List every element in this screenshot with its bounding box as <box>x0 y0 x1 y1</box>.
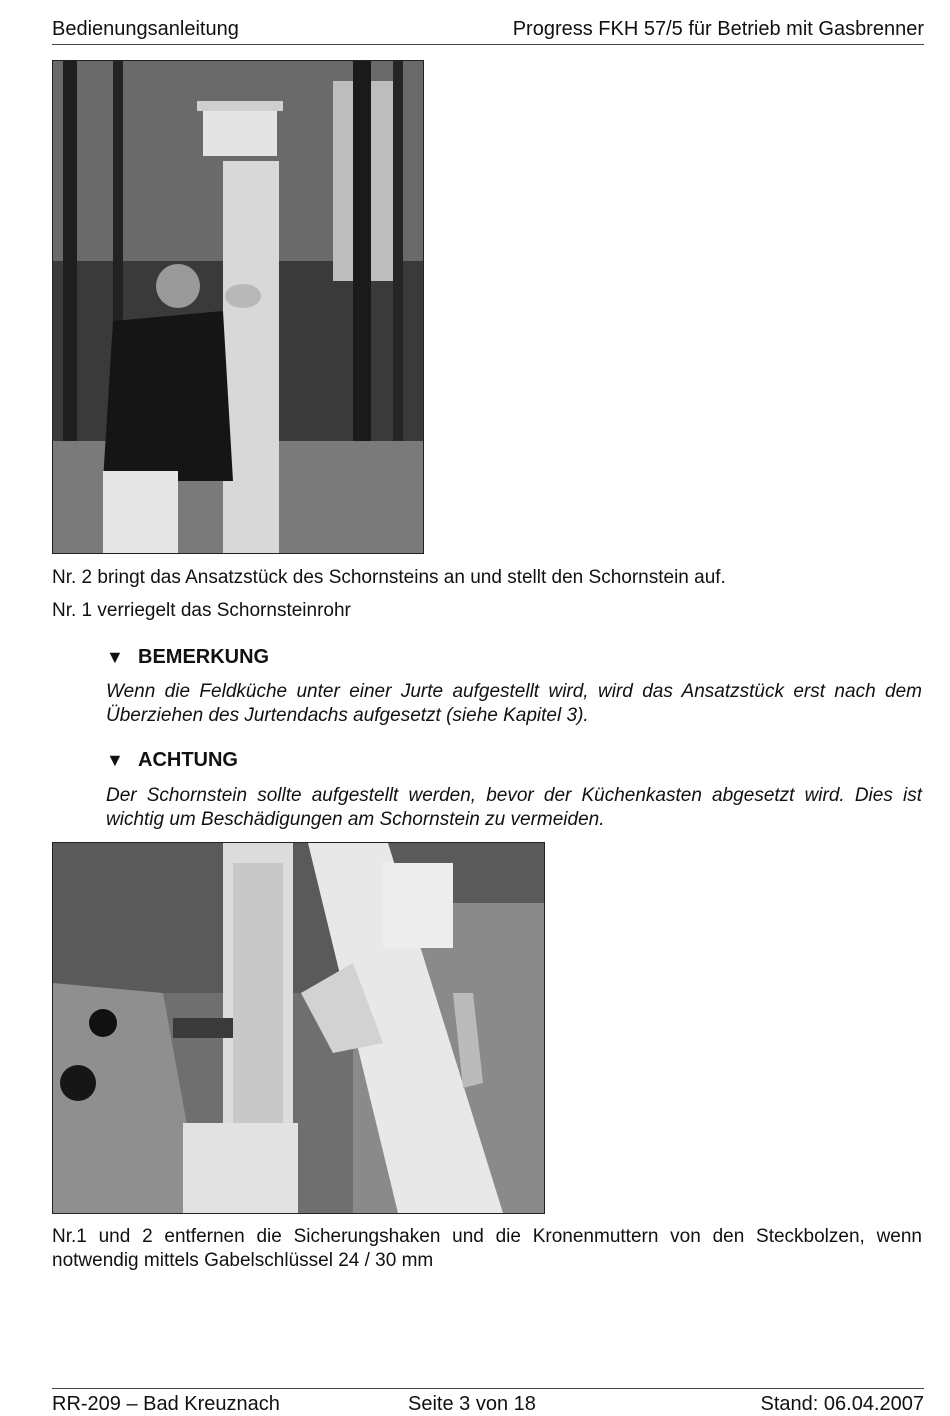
note-title-remark <box>106 646 269 669</box>
page-footer <box>52 1388 924 1415</box>
instruction-paragraph-1: Nr. 2 bringt das Ansatzstück des Schornsteins an und stellt den Schornstein auf. <box>52 567 726 588</box>
note-text-remark: Wenn die Feldküche unter einer Jurte aufgestellt wird, wird das Ansatzstück erst nach dem Überziehen des Jurtendachs aufgesetzt (siehe Kapitel 3). <box>106 681 922 726</box>
header-product-title: Progress FKH 57/5 für Betrieb mit Gasbrenner <box>512 18 924 40</box>
footer-date: Stand: 06.04.2007 <box>760 1393 924 1415</box>
triangle-down-icon: ▼ <box>106 647 124 667</box>
footer-page-number: Seite 3 von 18 <box>408 1393 536 1415</box>
photo-pipe-bracket <box>52 842 545 1214</box>
page-header <box>52 16 924 45</box>
note-text-warning: Der Schornstein sollte aufgestellt werden, bevor der Küchenkasten abgesetzt wird. Dies ist wichtig um Beschädigungen am Schornstein zu vermeiden. <box>106 785 922 830</box>
note-title-warning <box>106 749 238 772</box>
instruction-paragraph-3: Nr.1 und 2 entfernen die Sicherungshaken und die Kronenmuttern von den Steckbolzen, wenn notwendig mittels Gabelschlüssel 24 / 30 mm <box>52 1226 922 1271</box>
footer-location: RR-209 – Bad Kreuznach <box>52 1393 280 1415</box>
instruction-paragraph-2: Nr. 1 verriegelt das Schornsteinrohr <box>52 600 351 621</box>
triangle-down-icon: ▼ <box>106 750 124 770</box>
header-document-type: Bedienungsanleitung <box>52 18 239 40</box>
note-title-label: BEMERKUNG <box>138 646 270 668</box>
photo-chimney-setup <box>52 60 424 554</box>
note-title-label: ACHTUNG <box>138 749 238 771</box>
